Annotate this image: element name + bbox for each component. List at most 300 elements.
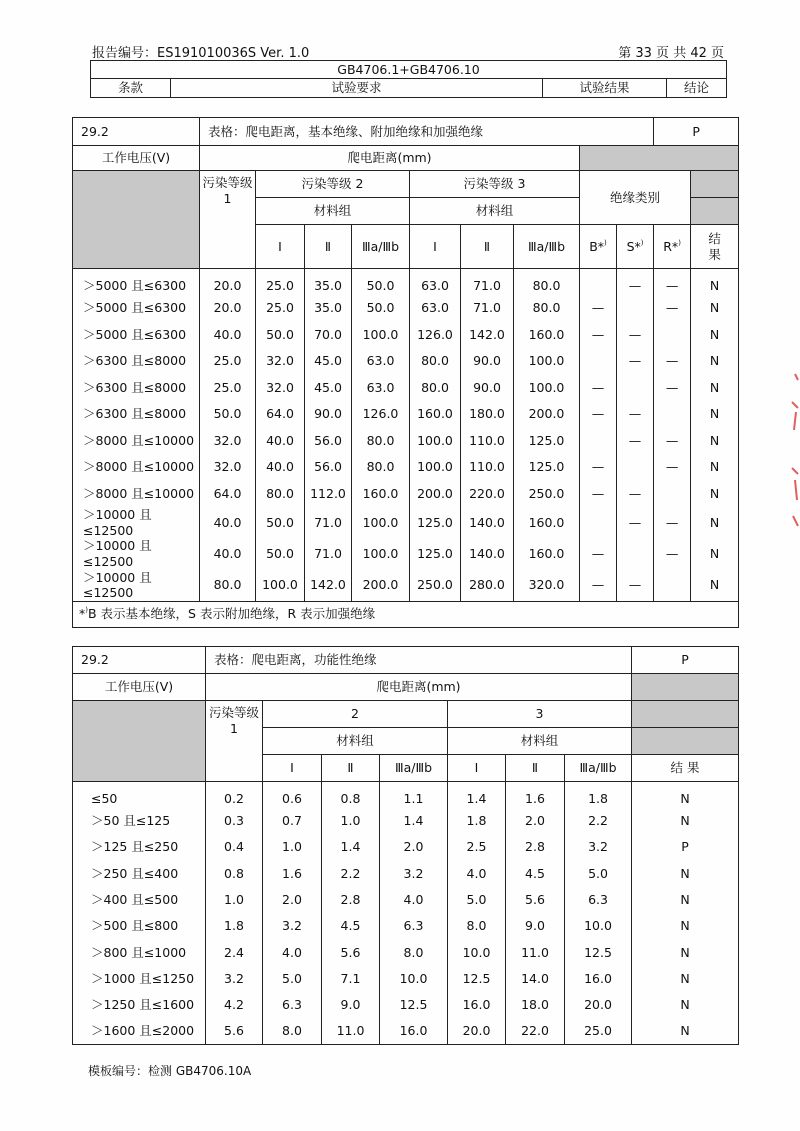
value-cell: 71.0: [461, 269, 514, 296]
col-conclusion: 结论: [667, 79, 727, 98]
material-group-ii: Ⅱ: [506, 755, 565, 782]
voltage-range-cell: ＞5000 且≤6300: [73, 269, 200, 296]
reinforced-insulation-header: R*): [654, 225, 691, 269]
value-cell: 100.0: [352, 538, 410, 569]
table-row: [73, 507, 739, 538]
value-cell: N: [632, 939, 739, 965]
table-row: [73, 782, 739, 808]
value-cell: N: [691, 295, 739, 322]
value-cell: 125.0: [514, 428, 580, 455]
value-cell: 40.0: [256, 428, 305, 455]
value-cell: 0.3: [206, 808, 263, 834]
value-cell: 3.2: [206, 966, 263, 992]
voltage-range-cell: ＞10000 且≤12500: [73, 570, 200, 602]
value-cell: 71.0: [305, 538, 352, 569]
pollution-degree-2: 污染等级 2: [256, 171, 410, 198]
value-cell: 3.2: [565, 834, 632, 860]
value-cell: 32.0: [256, 375, 305, 402]
value-cell: 180.0: [461, 401, 514, 428]
voltage-range-cell: ＞50 且≤125: [73, 808, 206, 834]
value-cell: 32.0: [200, 454, 256, 481]
table-row: [73, 269, 739, 296]
table-row: [73, 348, 739, 375]
value-cell: —: [617, 481, 654, 508]
value-cell: —: [580, 322, 617, 349]
value-cell: —: [580, 570, 617, 602]
table-row: [73, 454, 739, 481]
value-cell: [617, 375, 654, 402]
value-cell: 80.0: [410, 375, 461, 402]
value-cell: 63.0: [352, 375, 410, 402]
value-cell: 125.0: [514, 454, 580, 481]
gray-cell: [691, 171, 739, 198]
value-cell: 2.8: [506, 834, 565, 860]
value-cell: 4.0: [448, 860, 506, 886]
table-row: [73, 992, 739, 1018]
value-cell: N: [691, 507, 739, 538]
value-cell: 0.8: [322, 782, 380, 808]
value-cell: 70.0: [305, 322, 352, 349]
gray-cell: [632, 701, 739, 728]
value-cell: N: [691, 570, 739, 602]
value-cell: 40.0: [256, 454, 305, 481]
creepage-table-2: [72, 646, 739, 1045]
value-cell: N: [691, 428, 739, 455]
value-cell: 160.0: [352, 481, 410, 508]
value-cell: —: [654, 295, 691, 322]
insulation-type-header: 绝缘类别: [580, 171, 691, 225]
value-cell: 5.0: [448, 887, 506, 913]
voltage-range-cell: ＞250 且≤400: [73, 860, 206, 886]
pollution-degree-3: 3: [448, 701, 632, 728]
table-row: [73, 939, 739, 965]
voltage-range-cell: ＞1600 且≤2000: [73, 1018, 206, 1044]
value-cell: —: [654, 507, 691, 538]
value-cell: 100.0: [410, 428, 461, 455]
value-cell: 25.0: [256, 295, 305, 322]
value-cell: [580, 428, 617, 455]
value-cell: 6.3: [565, 887, 632, 913]
value-cell: 80.0: [514, 295, 580, 322]
value-cell: 63.0: [352, 348, 410, 375]
value-cell: [617, 295, 654, 322]
value-cell: 4.5: [506, 860, 565, 886]
value-cell: 9.0: [322, 992, 380, 1018]
value-cell: 71.0: [461, 295, 514, 322]
value-cell: [580, 348, 617, 375]
creepage-table-1: [72, 117, 739, 628]
value-cell: 6.3: [263, 992, 322, 1018]
value-cell: 8.0: [448, 913, 506, 939]
value-cell: 250.0: [410, 570, 461, 602]
value-cell: 2.5: [448, 834, 506, 860]
basic-insulation-header: B*): [580, 225, 617, 269]
value-cell: 45.0: [305, 375, 352, 402]
col-requirement: 试验要求: [171, 79, 543, 98]
value-cell: 4.0: [380, 887, 448, 913]
material-group-header: 材料组: [448, 728, 632, 755]
value-cell: N: [632, 782, 739, 808]
value-cell: 100.0: [410, 454, 461, 481]
page-number: 第 33 页 共 42 页: [618, 46, 724, 61]
value-cell: 100.0: [256, 570, 305, 602]
value-cell: 32.0: [200, 428, 256, 455]
material-group-iii: Ⅲa/Ⅲb: [565, 755, 632, 782]
value-cell: 12.5: [448, 966, 506, 992]
value-cell: 4.2: [206, 992, 263, 1018]
value-cell: 80.0: [256, 481, 305, 508]
value-cell: 142.0: [305, 570, 352, 602]
value-cell: [654, 322, 691, 349]
value-cell: —: [617, 348, 654, 375]
value-cell: N: [691, 481, 739, 508]
value-cell: —: [617, 570, 654, 602]
value-cell: 5.6: [206, 1018, 263, 1044]
voltage-range-cell: ＞6300 且≤8000: [73, 375, 200, 402]
value-cell: 1.8: [206, 913, 263, 939]
material-group-header: 材料组: [256, 198, 410, 225]
value-cell: 8.0: [380, 939, 448, 965]
material-group-i: Ⅰ: [410, 225, 461, 269]
value-cell: N: [691, 269, 739, 296]
standard-label: GB4706.1+GB4706.10: [91, 61, 727, 79]
value-cell: 25.0: [565, 1018, 632, 1044]
value-cell: N: [632, 860, 739, 886]
voltage-range-cell: ＞1250 且≤1600: [73, 992, 206, 1018]
value-cell: N: [691, 322, 739, 349]
value-cell: —: [580, 295, 617, 322]
value-cell: 40.0: [200, 538, 256, 569]
result-header: 结 果: [632, 755, 739, 782]
value-cell: 11.0: [506, 939, 565, 965]
value-cell: N: [691, 375, 739, 402]
value-cell: —: [654, 538, 691, 569]
table-row: [73, 966, 739, 992]
value-cell: N: [691, 401, 739, 428]
table-row: [73, 570, 739, 602]
value-cell: 16.0: [448, 992, 506, 1018]
value-cell: 64.0: [200, 481, 256, 508]
result-header: 结果: [691, 225, 739, 269]
voltage-range-cell: ＞10000 且≤12500: [73, 538, 200, 569]
value-cell: 220.0: [461, 481, 514, 508]
stamp-mark: [786, 370, 800, 530]
pollution-degree-3: 污染等级 3: [410, 171, 580, 198]
gray-cell: [632, 674, 739, 701]
value-cell: 126.0: [352, 401, 410, 428]
value-cell: 160.0: [514, 538, 580, 569]
gray-cell: [691, 198, 739, 225]
value-cell: 2.4: [206, 939, 263, 965]
col-result: 试验结果: [543, 79, 667, 98]
table-title: 表格：爬电距离，功能性绝缘: [206, 647, 632, 674]
value-cell: N: [632, 966, 739, 992]
value-cell: 5.0: [263, 966, 322, 992]
value-cell: 56.0: [305, 454, 352, 481]
value-cell: —: [654, 428, 691, 455]
value-cell: 0.4: [206, 834, 263, 860]
material-group-i: Ⅰ: [263, 755, 322, 782]
value-cell: 63.0: [410, 295, 461, 322]
table-row: [73, 322, 739, 349]
material-group-i: Ⅰ: [448, 755, 506, 782]
table-note: *)B 表示基本绝缘，S 表示附加绝缘，R 表示加强绝缘: [73, 601, 739, 627]
value-cell: 11.0: [322, 1018, 380, 1044]
value-cell: 4.5: [322, 913, 380, 939]
voltage-range-cell: ＞400 且≤500: [73, 887, 206, 913]
table-row: [73, 295, 739, 322]
value-cell: 126.0: [410, 322, 461, 349]
value-cell: —: [654, 375, 691, 402]
value-cell: 110.0: [461, 428, 514, 455]
table-row: [73, 538, 739, 569]
pollution-degree-1: 污染等级 1: [206, 701, 263, 782]
value-cell: 80.0: [200, 570, 256, 602]
value-cell: 200.0: [514, 401, 580, 428]
value-cell: 8.0: [263, 1018, 322, 1044]
value-cell: N: [691, 348, 739, 375]
value-cell: [580, 269, 617, 296]
table-row: [73, 1018, 739, 1044]
value-cell: 50.0: [352, 269, 410, 296]
material-group-iii: Ⅲa/Ⅲb: [514, 225, 580, 269]
value-cell: N: [632, 913, 739, 939]
value-cell: 16.0: [380, 1018, 448, 1044]
voltage-range-cell: ＞800 且≤1000: [73, 939, 206, 965]
value-cell: 1.4: [380, 808, 448, 834]
table-row: [73, 860, 739, 886]
value-cell: 35.0: [305, 295, 352, 322]
value-cell: 14.0: [506, 966, 565, 992]
table-row: [73, 834, 739, 860]
value-cell: N: [632, 992, 739, 1018]
working-voltage-header: 工作电压(V): [73, 674, 206, 701]
value-cell: 2.2: [565, 808, 632, 834]
report-number: 报告编号：ES191010036S Ver. 1.0: [92, 46, 310, 61]
value-cell: [654, 401, 691, 428]
value-cell: 9.0: [506, 913, 565, 939]
material-group-header: 材料组: [263, 728, 448, 755]
gray-cell: [73, 171, 200, 269]
value-cell: 35.0: [305, 269, 352, 296]
voltage-range-cell: ＞5000 且≤6300: [73, 295, 200, 322]
page-header-table: [90, 60, 727, 98]
value-cell: 90.0: [305, 401, 352, 428]
value-cell: 45.0: [305, 348, 352, 375]
value-cell: 125.0: [410, 507, 461, 538]
value-cell: 280.0: [461, 570, 514, 602]
value-cell: 2.0: [263, 887, 322, 913]
table-title: 表格：爬电距离，基本绝缘、附加绝缘和加强绝缘: [200, 118, 654, 146]
value-cell: 71.0: [305, 507, 352, 538]
value-cell: 110.0: [461, 454, 514, 481]
material-group-iii: Ⅲa/Ⅲb: [352, 225, 410, 269]
value-cell: 63.0: [410, 269, 461, 296]
pollution-degree-2: 2: [263, 701, 448, 728]
value-cell: 18.0: [506, 992, 565, 1018]
pollution-degree-1: 污染等级 1: [200, 171, 256, 269]
value-cell: 6.3: [380, 913, 448, 939]
value-cell: 25.0: [200, 348, 256, 375]
voltage-range-cell: ＞8000 且≤10000: [73, 428, 200, 455]
material-group-i: Ⅰ: [256, 225, 305, 269]
table-row: [73, 808, 739, 834]
clause-number: 29.2: [73, 647, 206, 674]
value-cell: —: [617, 428, 654, 455]
value-cell: 25.0: [200, 375, 256, 402]
voltage-range-cell: ＞6300 且≤8000: [73, 348, 200, 375]
col-clause: 条款: [91, 79, 171, 98]
value-cell: 50.0: [200, 401, 256, 428]
value-cell: 140.0: [461, 507, 514, 538]
verdict: P: [654, 118, 739, 146]
value-cell: 16.0: [565, 966, 632, 992]
value-cell: 80.0: [352, 454, 410, 481]
value-cell: 56.0: [305, 428, 352, 455]
verdict: P: [632, 647, 739, 674]
value-cell: 1.4: [322, 834, 380, 860]
value-cell: 200.0: [410, 481, 461, 508]
material-group-ii: Ⅱ: [461, 225, 514, 269]
value-cell: [580, 507, 617, 538]
value-cell: 1.8: [448, 808, 506, 834]
value-cell: 160.0: [410, 401, 461, 428]
value-cell: 90.0: [461, 375, 514, 402]
creepage-header: 爬电距离(mm): [200, 146, 580, 171]
value-cell: 5.0: [565, 860, 632, 886]
value-cell: 20.0: [200, 269, 256, 296]
value-cell: 10.0: [565, 913, 632, 939]
value-cell: 112.0: [305, 481, 352, 508]
value-cell: 12.5: [380, 992, 448, 1018]
voltage-range-cell: ＞8000 且≤10000: [73, 454, 200, 481]
value-cell: 0.8: [206, 860, 263, 886]
value-cell: 10.0: [448, 939, 506, 965]
value-cell: [617, 454, 654, 481]
supplementary-insulation-header: S*): [617, 225, 654, 269]
gray-cell: [580, 146, 739, 171]
value-cell: 3.2: [380, 860, 448, 886]
value-cell: 200.0: [352, 570, 410, 602]
voltage-range-cell: ＞10000 且≤12500: [73, 507, 200, 538]
table-row: [73, 887, 739, 913]
value-cell: —: [580, 454, 617, 481]
value-cell: —: [654, 348, 691, 375]
value-cell: N: [632, 887, 739, 913]
value-cell: 250.0: [514, 481, 580, 508]
value-cell: —: [580, 538, 617, 569]
value-cell: 1.6: [263, 860, 322, 886]
value-cell: 50.0: [256, 538, 305, 569]
value-cell: —: [617, 322, 654, 349]
value-cell: 142.0: [461, 322, 514, 349]
value-cell: [617, 538, 654, 569]
value-cell: 25.0: [256, 269, 305, 296]
value-cell: 1.0: [322, 808, 380, 834]
value-cell: N: [691, 454, 739, 481]
table-row: [73, 481, 739, 508]
table-row: [73, 913, 739, 939]
value-cell: 2.0: [506, 808, 565, 834]
value-cell: 100.0: [514, 348, 580, 375]
value-cell: 2.0: [380, 834, 448, 860]
value-cell: 100.0: [514, 375, 580, 402]
value-cell: 100.0: [352, 322, 410, 349]
value-cell: 50.0: [256, 322, 305, 349]
voltage-range-cell: ＞1000 且≤1250: [73, 966, 206, 992]
value-cell: 20.0: [565, 992, 632, 1018]
material-group-iii: Ⅲa/Ⅲb: [380, 755, 448, 782]
value-cell: 12.5: [565, 939, 632, 965]
table-row: [73, 375, 739, 402]
value-cell: 2.8: [322, 887, 380, 913]
value-cell: 20.0: [200, 295, 256, 322]
value-cell: 5.6: [506, 887, 565, 913]
material-group-ii: Ⅱ: [305, 225, 352, 269]
gray-cell: [73, 701, 206, 782]
value-cell: 22.0: [506, 1018, 565, 1044]
value-cell: —: [654, 454, 691, 481]
voltage-range-cell: ＞500 且≤800: [73, 913, 206, 939]
value-cell: 64.0: [256, 401, 305, 428]
material-group-ii: Ⅱ: [322, 755, 380, 782]
value-cell: —: [617, 507, 654, 538]
voltage-range-cell: ＞5000 且≤6300: [73, 322, 200, 349]
value-cell: 0.2: [206, 782, 263, 808]
value-cell: 1.0: [263, 834, 322, 860]
value-cell: 160.0: [514, 507, 580, 538]
value-cell: —: [617, 401, 654, 428]
value-cell: 3.2: [263, 913, 322, 939]
voltage-range-cell: ＞125 且≤250: [73, 834, 206, 860]
value-cell: 1.1: [380, 782, 448, 808]
value-cell: 5.6: [322, 939, 380, 965]
material-group-header: 材料组: [410, 198, 580, 225]
value-cell: 100.0: [352, 507, 410, 538]
value-cell: N: [632, 1018, 739, 1044]
value-cell: —: [654, 269, 691, 296]
value-cell: 320.0: [514, 570, 580, 602]
value-cell: P: [632, 834, 739, 860]
value-cell: 40.0: [200, 507, 256, 538]
working-voltage-header: 工作电压(V): [73, 146, 200, 171]
value-cell: —: [617, 269, 654, 296]
value-cell: 80.0: [410, 348, 461, 375]
voltage-range-cell: ≤50: [73, 782, 206, 808]
value-cell: [654, 570, 691, 602]
value-cell: —: [580, 401, 617, 428]
value-cell: —: [580, 375, 617, 402]
value-cell: 40.0: [200, 322, 256, 349]
value-cell: N: [632, 808, 739, 834]
value-cell: 0.6: [263, 782, 322, 808]
value-cell: 1.0: [206, 887, 263, 913]
voltage-range-cell: ＞8000 且≤10000: [73, 481, 200, 508]
value-cell: 32.0: [256, 348, 305, 375]
value-cell: [654, 481, 691, 508]
value-cell: 80.0: [514, 269, 580, 296]
value-cell: N: [691, 538, 739, 569]
value-cell: 50.0: [352, 295, 410, 322]
value-cell: 1.4: [448, 782, 506, 808]
value-cell: 1.8: [565, 782, 632, 808]
value-cell: 140.0: [461, 538, 514, 569]
value-cell: 1.6: [506, 782, 565, 808]
voltage-range-cell: ＞6300 且≤8000: [73, 401, 200, 428]
clause-number: 29.2: [73, 118, 200, 146]
value-cell: 7.1: [322, 966, 380, 992]
value-cell: 90.0: [461, 348, 514, 375]
